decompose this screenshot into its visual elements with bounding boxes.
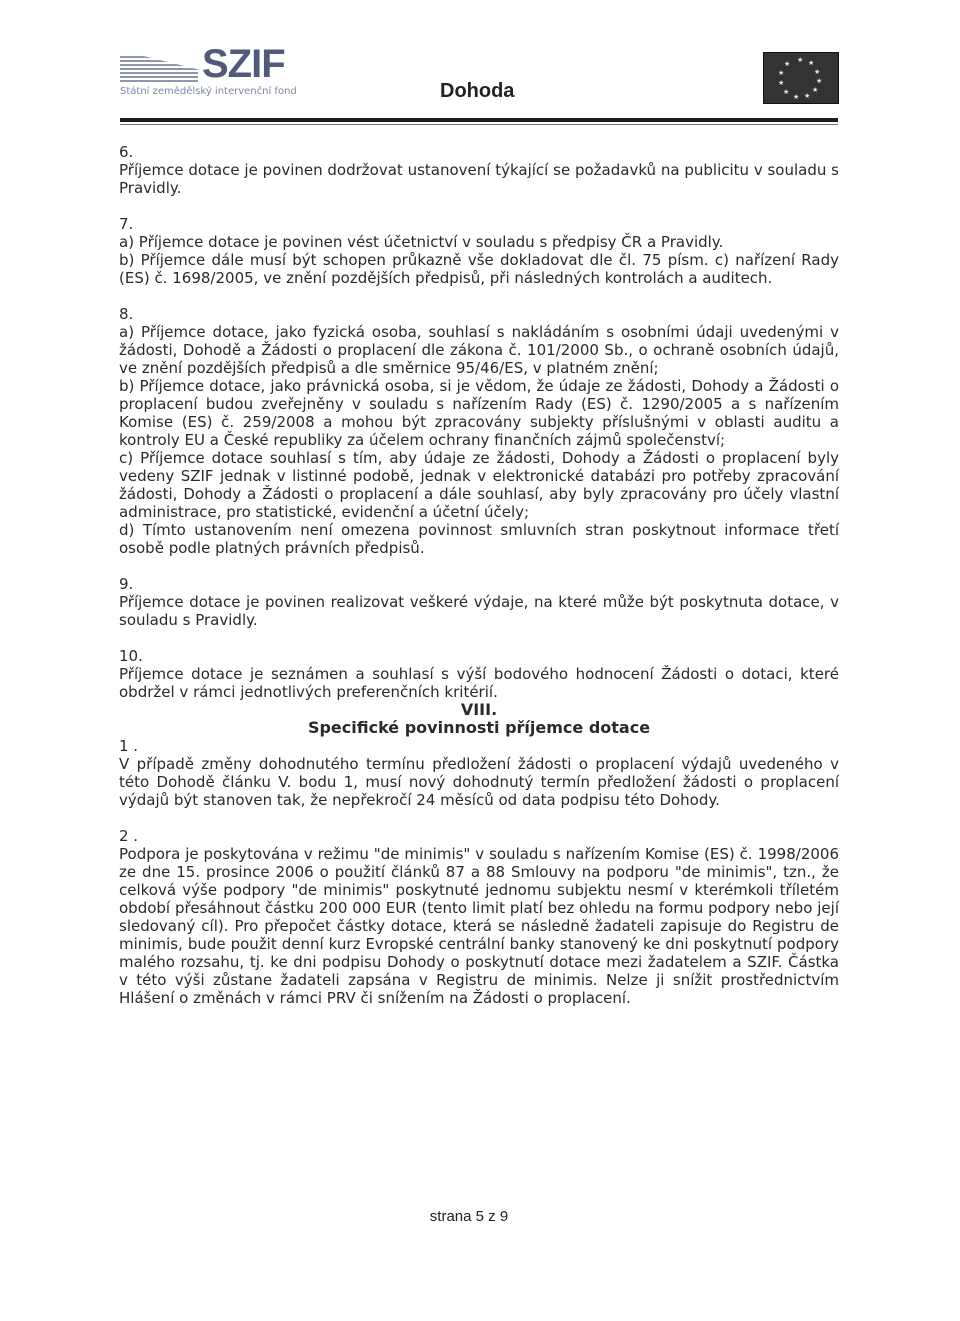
document-body (119, 143, 839, 1007)
section-9-text: Příjemce dotace je povinen realizovat veškeré výdaje, na které může být poskytnuta dotace, v souladu s Pravidly. (119, 593, 839, 629)
chapter-p2-text: Podpora je poskytována v režimu "de minimis" v souladu s nařízením Komise (ES) č. 1998/2006 ze dne 15. prosince 2006 o použití článků 87 a 88 Smlouvy na podporu "de minimis", tzn., že celková výše podpory "de minimis" poskytnuté jednomu subjektu nesmí v kterémkoli tříletém období přesáhnout částku 200 000 EUR (tento limit platí bez ohledu na formu podpory nebo její sledovaný cíl). Pro přepočet částky dotace, která se následně žadateli zapisuje do Registru de minimis, bude použit denní kurz Evropské centrální banky stanovený ke dni poskytnutí podpory malého rozsahu, tj. ke dni podpisu Dohody o poskytnutí dotace mezi žadatelem a SZIF. Částka v této výši zůstane žadateli zapsána v Registru de minimis. Nelze ji snížit prostřednictvím Hlášení o změnách v rámci PRV či snížením na Žádosti o proplacení. (119, 845, 839, 1007)
chapter-p2-number: 2 . (119, 827, 139, 845)
header-rule-thin (120, 124, 838, 125)
header-rule (120, 118, 838, 122)
eu-flag-icon: ★ ★ ★ ★ ★ ★ ★ ★ ★ ★ ★ (763, 52, 839, 104)
szif-logo-text: SZIF (202, 42, 285, 86)
section-9-number: 9. (119, 575, 134, 593)
section-7-b: b) Příjemce dále musí být schopen průkazně vše dokladovat dle čl. 75 písm. c) nařízení Rady (ES) č. 1698/2005, ve znění pozdějších předpisů, při následných kontrolách a auditech. (119, 251, 839, 287)
section-7-number: 7. (119, 215, 134, 233)
chapter-p1-text: V případě změny dohodnutého termínu předložení žádosti o proplacení výdajů uvedeného v této Dohodě článku V. bodu 1, musí nový dohodnutý termín předložení žádosti o proplacení výdajů být stanoven tak, že nepřekročí 24 měsíců od data podpisu této Dohody. (119, 755, 839, 809)
section-6-number: 6. (119, 143, 134, 161)
chapter-title: Specifické povinnosti příjemce dotace (307, 718, 651, 737)
page-number: strana 5 z 9 (429, 1208, 509, 1225)
section-8-b: b) Příjemce dotace, jako právnická osoba, si je vědom, že údaje ze žádosti, Dohody a Žádosti o proplacení budou zveřejněny v souladu s nařízením Rady (ES) č. 1290/2005 a s nařízením Komise (ES) č. 259/2008 a mohou být zpracovány subjekty příslušnými v oblasti auditu a kontroly EU a České republiky za účelem ochrany finančních zájmů společenství; (119, 377, 839, 449)
section-7-a: a) Příjemce dotace je povinen vést účetnictví v souladu s předpisy ČR a Pravidly. (119, 233, 724, 251)
chapter-number: VIII. (460, 700, 498, 719)
section-8-number: 8. (119, 305, 134, 323)
section-6-text: Příjemce dotace je povinen dodržovat ustanovení týkající se požadavků na publicitu v souladu s Pravidly. (119, 161, 839, 197)
chapter-p1-number: 1 . (119, 737, 139, 755)
section-10-number: 10. (119, 647, 143, 665)
szif-logo-graphic (120, 54, 198, 82)
szif-logo-subtitle: Státní zemědělský intervenční fond (120, 86, 297, 97)
document-header (120, 42, 840, 102)
document-title: Dohoda (440, 80, 515, 102)
section-8-d: d) Tímto ustanovením není omezena povinnost smluvních stran poskytnout informace třetí osobě podle platných právních předpisů. (119, 521, 839, 557)
section-8-c: c) Příjemce dotace souhlasí s tím, aby údaje ze žádosti, Dohody a Žádosti o proplacení byly vedeny SZIF jednak v listinné podobě, jednak v elektronické databázi pro potřeby zpracování žádosti, Dohody a Žádosti o proplacení a dále souhlasí, aby byly zpracovány pro účely vlastní administrace, pro statistické, evidenční a účetní účely; (119, 449, 839, 521)
section-10-text: Příjemce dotace je seznámen a souhlasí s výší bodového hodnocení Žádosti o dotaci, které obdržel v rámci jednotlivých preferenčních kritérií. (119, 665, 839, 701)
section-8-a: a) Příjemce dotace, jako fyzická osoba, souhlasí s nakládáním s osobními údaji uvedenými v žádosti, Dohodě a Žádosti o proplacení dle zákona č. 101/2000 Sb., o ochraně osobních údajů, ve znění pozdějších předpisů a dle směrnice 95/46/ES, v platném znění; (119, 323, 839, 377)
